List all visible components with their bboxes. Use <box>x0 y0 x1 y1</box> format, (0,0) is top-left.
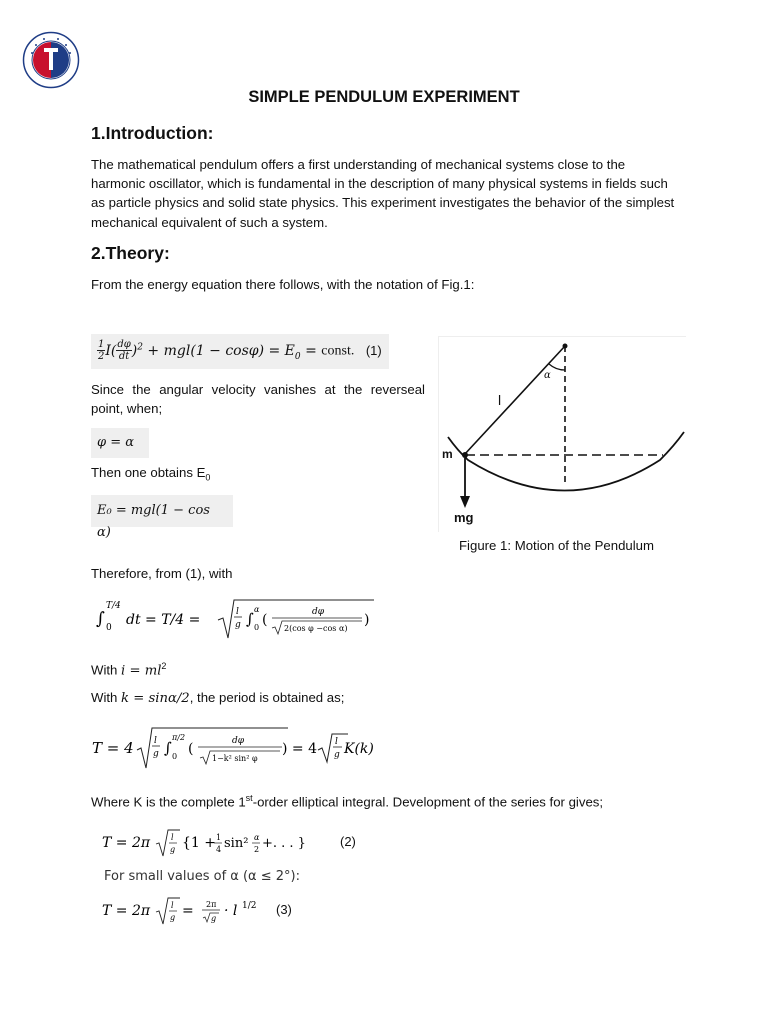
svg-text:g: g <box>170 845 176 854</box>
svg-text:K(k): K(k) <box>344 741 374 757</box>
intro-paragraph: The mathematical pendulum offers a first understanding of mechanical systems close to the harmonic oscillator, which is fundamental in the description of many physical systems in fields such as particle physics and solid state physics. This experiment investigates the behavior of the simplest mechanical equivalent of such a system. <box>91 157 675 230</box>
with-i-text: With $i = ml^2$ <box>91 661 167 679</box>
label-alpha: α <box>544 370 551 381</box>
svg-text:g: g <box>170 913 176 922</box>
eq1-label: (1) <box>365 342 382 358</box>
intro-heading: 1.Introduction: <box>91 123 214 143</box>
svg-text:0: 0 <box>106 623 112 633</box>
svg-text:g: g <box>211 914 217 923</box>
label-mg: mg <box>454 510 474 525</box>
svg-text:sin²: sin² <box>224 836 249 851</box>
equation-3 <box>102 893 402 929</box>
svg-text:2π: 2π <box>206 900 217 909</box>
svg-text:l: l <box>171 833 174 842</box>
document-title: SIMPLE PENDULUM EXPERIMENT <box>248 88 520 106</box>
equation-quarter-period <box>96 594 396 644</box>
svg-text:l: l <box>236 607 239 617</box>
university-logo <box>22 31 80 89</box>
svg-text:1−k² sin² φ: 1−k² sin² φ <box>212 754 258 763</box>
svg-text:T = 4: T = 4 <box>92 739 134 757</box>
svg-text:l: l <box>171 901 174 910</box>
svg-text:4: 4 <box>216 845 222 854</box>
svg-text:(: ( <box>262 612 268 628</box>
svg-text:1: 1 <box>216 833 222 842</box>
therefore-text: Therefore, from (1), with <box>91 566 233 581</box>
svg-text:+. . . }: +. . . } <box>262 836 306 851</box>
small-values-text: For small values of α (α ≤ 2°): <box>104 869 301 884</box>
svg-text:α: α <box>254 833 260 842</box>
equation-phi-alpha: φ = α <box>91 428 149 458</box>
pendulum-figure <box>438 336 686 532</box>
svg-text:{1 +: {1 + <box>182 835 216 851</box>
svg-text:2: 2 <box>254 845 260 854</box>
svg-text:dφ: dφ <box>312 607 325 617</box>
svg-text:l: l <box>154 736 157 746</box>
svg-text:(: ( <box>188 741 194 757</box>
svg-text:dt = T/4 =: dt = T/4 = <box>126 612 201 628</box>
svg-text:0: 0 <box>172 752 178 761</box>
reversal-text-line2: point, when; <box>91 401 163 416</box>
label-mass-m: m <box>442 447 453 461</box>
svg-text:T/4: T/4 <box>106 601 121 611</box>
svg-text:· l: · l <box>224 903 238 919</box>
equation-1: $\frac{1}{2}$ I( $\frac{d\varphi}{dt}$ )$^2 + mgl(1 - \cos\varphi) = E_0$ = const. (1) <box>91 334 389 369</box>
theory-heading: 2.Theory: <box>91 243 170 263</box>
svg-text:dφ: dφ <box>232 736 245 746</box>
theory-intro: From the energy equation there follows, with the notation of Fig.1: <box>91 277 475 292</box>
svg-text:) = 4: ) = 4 <box>282 741 317 757</box>
eq3-label: (3) <box>276 902 292 917</box>
label-length-l: l <box>498 392 502 408</box>
svg-text:0: 0 <box>254 623 260 632</box>
svg-text:=: = <box>182 903 194 919</box>
svg-text:2(cos φ −cos α): 2(cos φ −cos α) <box>284 624 348 633</box>
svg-text:l: l <box>335 737 338 747</box>
then-obtains-text: Then one obtains $E_0$ <box>91 465 211 483</box>
svg-text:α: α <box>254 605 260 614</box>
svg-text:g: g <box>153 749 159 759</box>
svg-text:π/2: π/2 <box>172 733 186 742</box>
where-k-text: Where K is the complete 1st-order elliptical integral. Development of the series for gives; <box>91 793 604 810</box>
svg-text:T = 2π: T = 2π <box>102 835 151 851</box>
equation-e0: E₀ = mgl(1 − cos α) <box>91 495 233 527</box>
svg-text:∫: ∫ <box>164 739 172 757</box>
eq2-label: (2) <box>340 834 356 849</box>
svg-text:g: g <box>235 620 241 630</box>
svg-text:T = 2π: T = 2π <box>102 903 151 919</box>
equation-2 <box>102 826 402 860</box>
with-k-text: With k = sinα/2, the period is obtained as; <box>91 690 345 706</box>
svg-text:1/2: 1/2 <box>242 901 257 911</box>
svg-text:∫: ∫ <box>96 609 105 629</box>
svg-text:): ) <box>364 612 370 628</box>
reversal-text-line1: Since the angular velocity vanishes at the reverseal <box>91 382 425 397</box>
figure-caption: Figure 1: Motion of the Pendulum <box>459 538 654 553</box>
svg-text:∫: ∫ <box>246 610 254 628</box>
svg-text:g: g <box>334 750 340 760</box>
equation-period-elliptic <box>92 722 392 774</box>
